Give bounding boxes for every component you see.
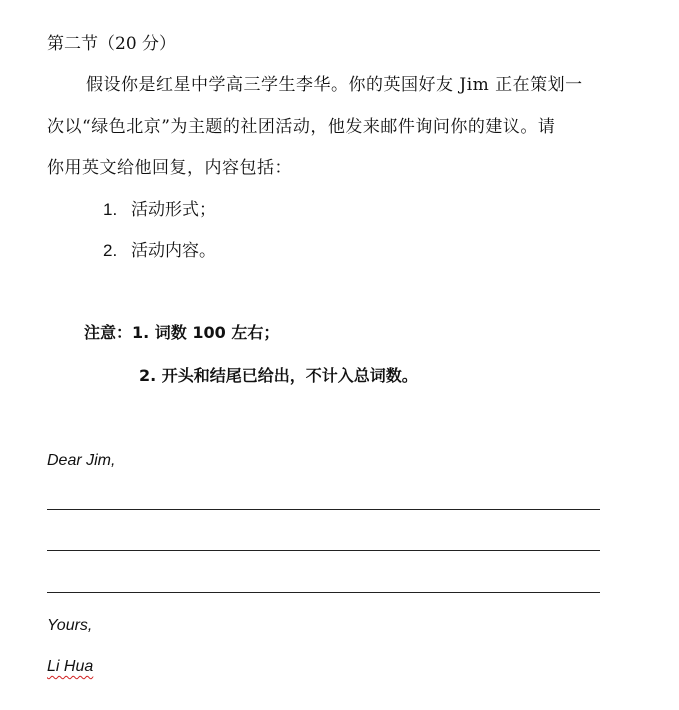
list-item-text: 活动内容。: [131, 241, 216, 261]
writing-line[interactable]: [47, 509, 600, 510]
list-item-number: 2.: [103, 241, 118, 260]
letter-closing: Yours,: [47, 617, 93, 634]
note-word-count: 注意：1. 词数 100 左右；: [84, 323, 280, 342]
list-item-number: 1.: [103, 200, 118, 219]
letter-signature: Li Hua: [47, 658, 94, 675]
list-item-text: 活动形式；: [131, 200, 216, 220]
note-given-parts: 2. 开头和结尾已给出，不计入总词数。: [139, 366, 418, 385]
section-title: 第二节（20 分）: [47, 34, 177, 54]
list-item: [103, 199, 216, 221]
prompt-line-2: 次以“绿色北京”为主题的社团活动，他发来邮件询问你的建议。请: [47, 117, 556, 137]
writing-line[interactable]: [47, 550, 600, 551]
writing-line[interactable]: [47, 592, 600, 593]
list-item: [103, 240, 216, 262]
letter-greeting: Dear Jim,: [47, 452, 116, 469]
prompt-line-3: 你用英文给他回复，内容包括：: [47, 158, 292, 178]
prompt-line-1: 假设你是红星中学高三学生李华。你的英国好友 Jim 正在策划一: [86, 75, 583, 95]
